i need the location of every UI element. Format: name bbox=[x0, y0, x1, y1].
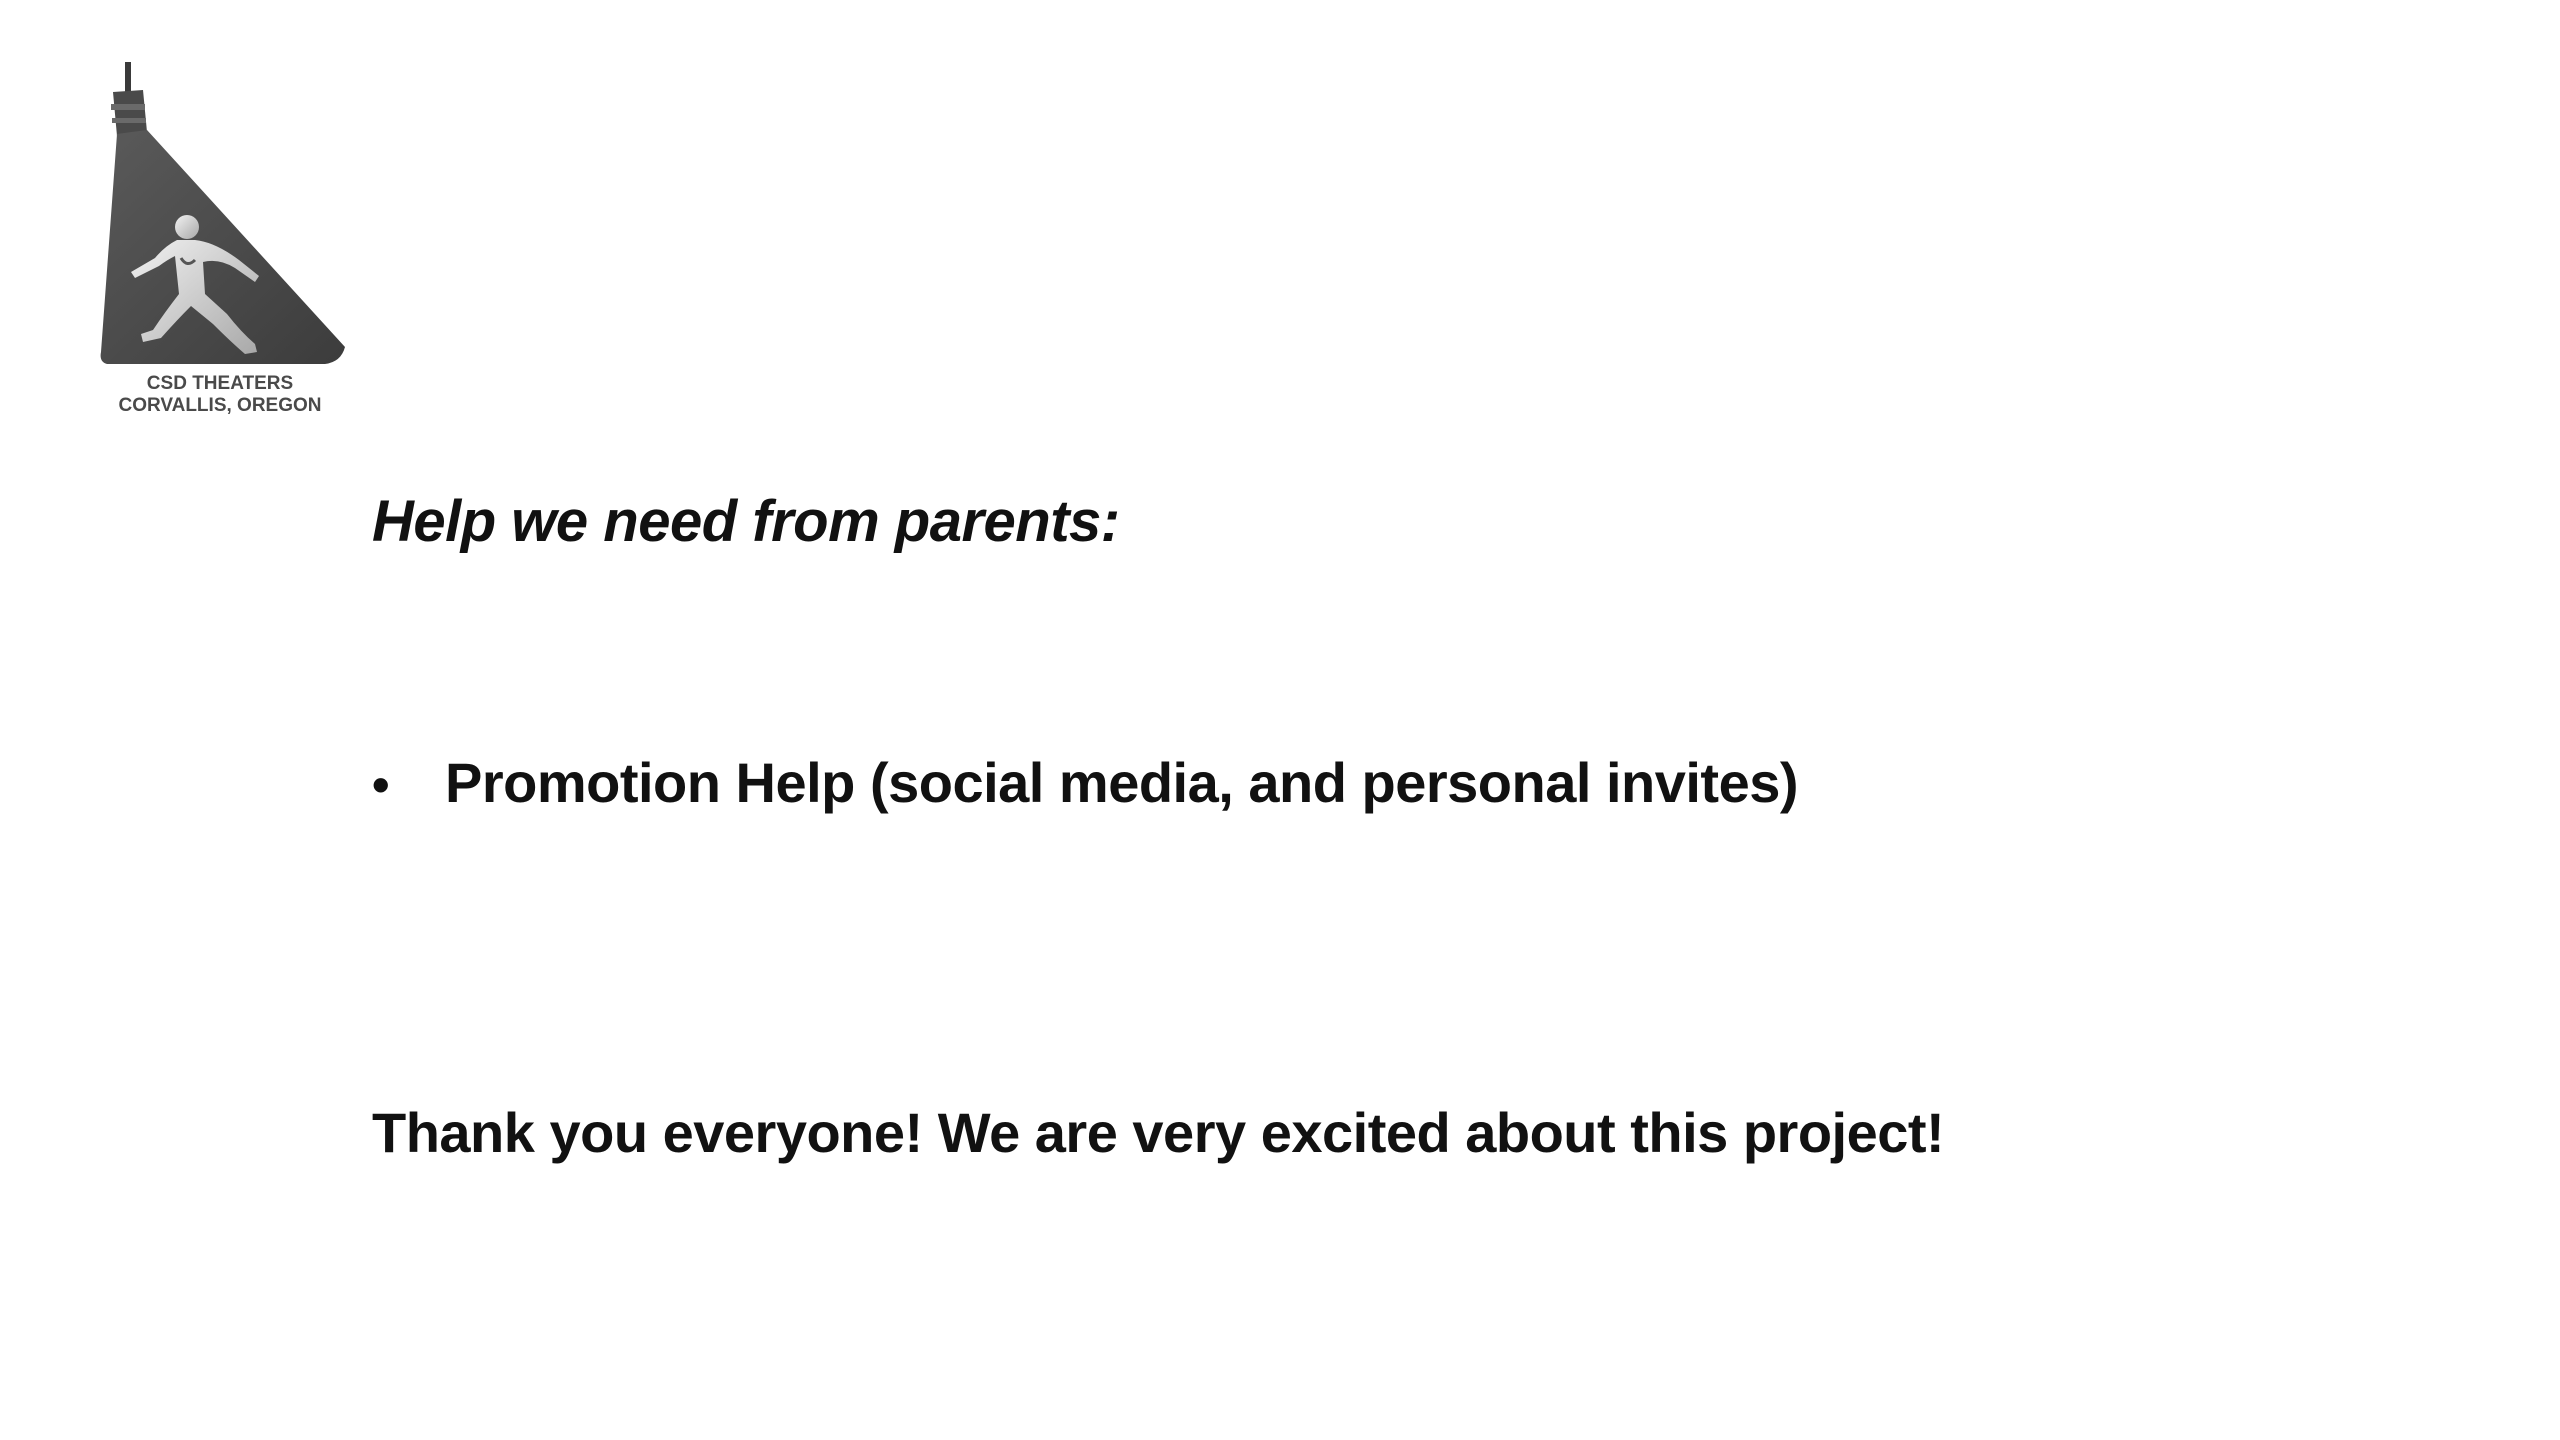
logo-line-1: CSD THEATERS bbox=[146, 373, 294, 394]
logo-line-2: CORVALLIS, OREGON bbox=[118, 395, 322, 416]
list-item bbox=[372, 750, 1798, 815]
closing-message: Thank you everyone! We are very excited about this project! bbox=[372, 1101, 1945, 1164]
bullet-icon: • bbox=[372, 757, 390, 813]
list-item-text: Promotion Help (social media, and personal invites) bbox=[445, 751, 1799, 814]
slide-heading: Help we need from parents: bbox=[372, 489, 1120, 554]
csd-theaters-logo bbox=[95, 62, 365, 432]
